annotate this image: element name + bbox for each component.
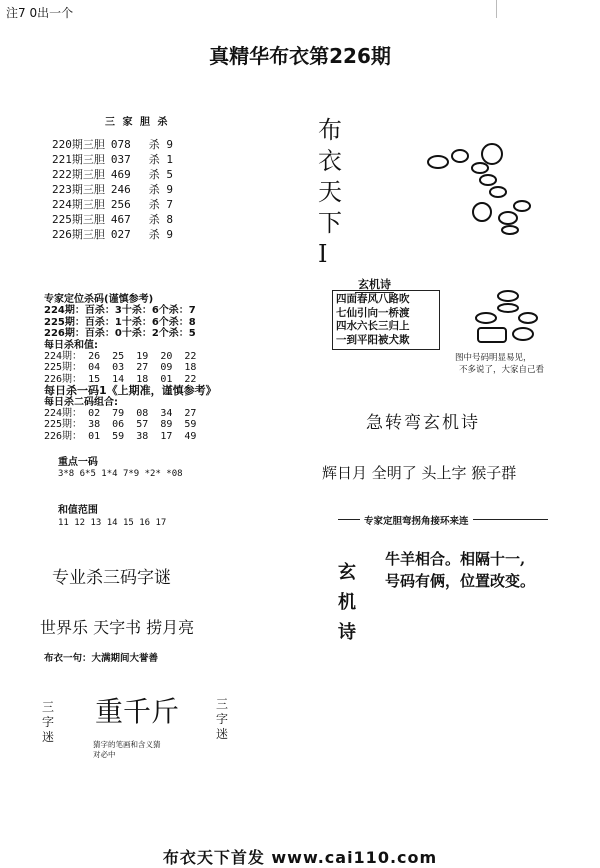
dan-period: 225期三胆 — [52, 213, 105, 226]
dan-row — [52, 152, 173, 167]
xuanji-box — [332, 290, 440, 350]
page-title: 真精华布衣第226期 — [209, 44, 391, 68]
dan-kill: 杀 9 — [148, 228, 173, 241]
poem-line: 四水六长三归上 — [336, 320, 410, 332]
dan-period: 222期三胆 — [52, 168, 105, 181]
picture-caption — [455, 352, 544, 376]
caption-line: 图中号码明显易见， — [455, 353, 532, 363]
shayi-header: 每日杀一码1《上期准，谨慎参考》 — [44, 384, 217, 398]
dan-kill: 杀 7 — [148, 198, 173, 211]
char: 下 — [318, 209, 342, 237]
zimi-center: 重千斤 — [95, 695, 180, 728]
dan-row — [52, 167, 173, 182]
sanma-line: 世界乐 天字书 捞月亮 — [40, 618, 195, 637]
poem-line: 四面春风八路吹 — [336, 293, 410, 305]
dingwei-row: 224期：百杀：3十杀：6个杀：7 — [44, 305, 196, 317]
dan-row — [52, 197, 173, 212]
erma-row: 224期： 02 79 08 34 27 — [44, 408, 197, 420]
jizhuan-line: 辉日月 全明了 头上字 猴子群 — [322, 464, 517, 482]
dingwei-row: 225期：百杀：1十杀：6个杀：8 — [44, 316, 196, 328]
char: 迷 — [42, 730, 55, 744]
stats-block — [44, 294, 217, 541]
jizhuan-title: 急转弯玄机诗 — [366, 413, 480, 433]
hint-line: 对必中 — [93, 750, 116, 759]
dan-nums: 037 — [110, 153, 131, 166]
zimi-left — [42, 700, 54, 745]
dan-nums: 246 — [110, 183, 131, 196]
hezhi-row: 226期： 15 14 18 01 22 — [44, 373, 197, 385]
chain-picture — [410, 130, 540, 240]
char: 玄 — [338, 562, 356, 583]
char: 机 — [338, 592, 356, 613]
dan-period: 224期三胆 — [52, 198, 105, 211]
xuanji-vertical — [338, 558, 356, 648]
zimi-right — [216, 697, 228, 742]
footer: 布衣天下首发 www.cai110.com — [162, 848, 438, 867]
three-dan-list — [52, 137, 173, 242]
hint-picture — [468, 286, 548, 348]
char: 三 — [216, 697, 229, 711]
buyi-yiju: 布衣一句：大满期间大誉善 — [44, 653, 159, 664]
zhuanjia-line: 专家定胆弯拐角接环来连 — [360, 513, 473, 527]
poem-line: 号码有俩，位置改变。 — [385, 572, 536, 590]
dan-row — [52, 227, 173, 242]
caption-line: 不多说了，大家自己看 — [459, 365, 545, 375]
char: 天 — [318, 178, 342, 206]
char: 诗 — [338, 622, 356, 643]
erma-header: 每日杀二码组合: — [44, 396, 118, 408]
dan-row — [52, 137, 173, 152]
dan-period: 223期三胆 — [52, 183, 105, 196]
hezhi-header: 每日杀和值: — [44, 339, 98, 351]
dan-kill: 杀 5 — [148, 168, 173, 181]
char: 衣 — [318, 147, 342, 175]
char: 字 — [216, 712, 229, 726]
hezhi-row: 224期： 26 25 19 20 22 — [44, 351, 197, 363]
sanma-title: 专业杀三码字谜 — [52, 568, 171, 588]
three-dan-header: 三 家 胆 杀 — [105, 117, 170, 128]
dan-row — [52, 182, 173, 197]
dan-nums: 469 — [110, 168, 131, 181]
zimi-hint — [93, 740, 161, 760]
buyi-vertical-title — [318, 115, 342, 270]
dan-nums: 027 — [110, 228, 131, 241]
dan-kill: 杀 9 — [148, 138, 173, 151]
hezhi-range-value: 11 12 13 14 15 16 17 — [57, 517, 167, 528]
dan-row — [52, 212, 173, 227]
poem-line: 七仙引向一桥渡 — [336, 306, 410, 319]
zhongdian-label: 重点一码 — [57, 456, 98, 468]
dan-nums: 467 — [110, 213, 131, 226]
zhongdian-value: 3*8 6*5 1*4 7*9 *2* *08 — [57, 469, 183, 480]
erma-row: 225期： 38 06 57 89 59 — [44, 419, 197, 431]
dingwei-header: 专家定位杀码(谨慎参考) — [44, 294, 154, 305]
hint-line: 猜字的笔画和含义猜 — [93, 740, 161, 749]
poem-line: 一到平阳被犬欺 — [336, 333, 410, 346]
dan-nums: 256 — [110, 198, 131, 211]
char: 字 — [42, 715, 55, 729]
xuanji-poem — [385, 548, 535, 592]
dan-period: 226期三胆 — [52, 228, 105, 241]
dan-period: 221期三胆 — [52, 153, 105, 166]
dan-period: 220期三胆 — [52, 138, 105, 151]
top-note: 注7 0出一个 — [6, 6, 74, 20]
char: 迷 — [216, 727, 229, 741]
dan-kill: 杀 8 — [148, 213, 173, 226]
hezhi-row: 225期： 04 03 27 09 18 — [44, 362, 197, 374]
char: 三 — [42, 700, 55, 714]
erma-row: 226期： 01 59 38 17 49 — [44, 430, 197, 442]
dan-kill: 杀 1 — [148, 153, 173, 166]
char: I — [318, 240, 328, 268]
dan-nums: 078 — [110, 138, 131, 151]
hezhi-range-label: 和值范围 — [57, 505, 98, 517]
dingwei-row: 226期：百杀：0十杀：2个杀：5 — [44, 328, 196, 340]
dan-kill: 杀 9 — [148, 183, 173, 196]
xuanji-box-title: 玄机诗 — [355, 276, 394, 293]
poem-line: 牛羊相合。相隔十一, — [385, 550, 526, 568]
char: 布 — [318, 116, 342, 144]
divider — [496, 0, 497, 18]
